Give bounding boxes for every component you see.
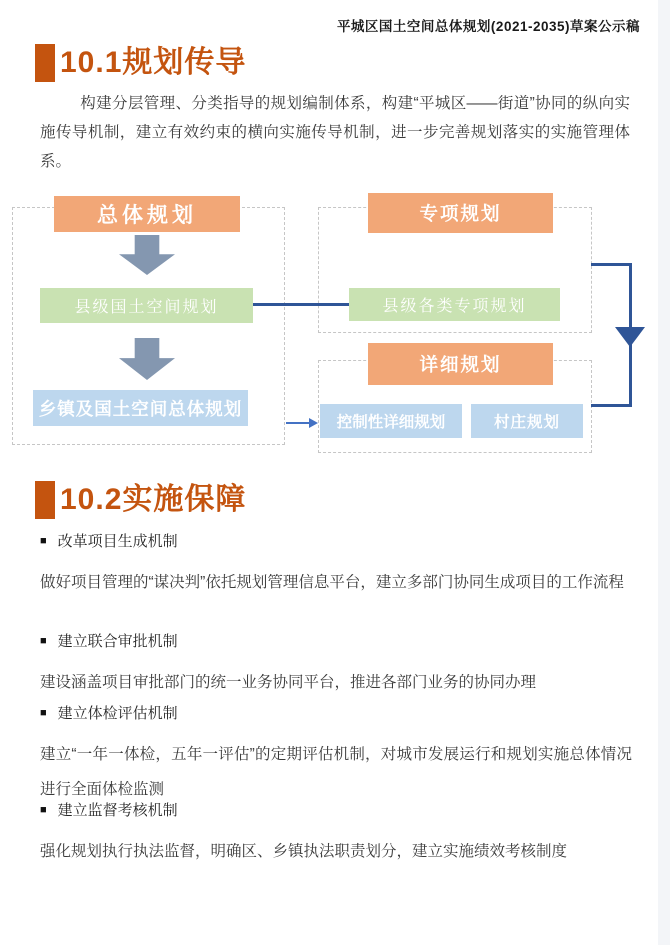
overall-plan-box: 总体规划 — [54, 196, 240, 232]
section-10-1-title: 10.1规划传导 — [60, 46, 247, 79]
county-special-plans-box: 县级各类专项规划 — [349, 288, 560, 321]
bullet-square-icon: ■ — [40, 534, 47, 547]
list-item-body: 做好项目管理的“谋决判”依托规划管理信息平台，建立多部门协同生成项目的工作流程 — [40, 574, 624, 591]
section-10-1-paragraph: 构建分层管理、分类指导的规划编制体系，构建“平城区——街道”协同的纵向实施传导机制，建立有效约束的横向实施传导机制，进一步完善规划落实的实施管理体系。 — [40, 95, 630, 170]
list-item — [40, 630, 632, 700]
connector-township-to-regulatory-line — [286, 422, 311, 424]
list-item-heading — [40, 702, 632, 723]
list-item-body: 建设涵盖项目审批部门的统一业务协同平台，推进各部门业务的协同办理 — [40, 674, 537, 691]
list-item-body: 强化规划执行执法监督，明确区、乡镇执法职责划分，建立实施绩效考核制度 — [40, 843, 568, 860]
bullet-square-icon: ■ — [40, 706, 47, 719]
list-item-heading — [40, 530, 632, 551]
list-item-heading — [40, 799, 632, 820]
detailed-plan-box: 详细规划 — [368, 343, 553, 385]
list-item-body: 建立“一年一体检，五年一评估”的定期评估机制，对城市发展运行和规划实施总体情况进行全面体检监测 — [40, 746, 632, 798]
bullet-square-icon: ■ — [40, 803, 47, 816]
list-item — [40, 702, 632, 807]
list-item-heading-text: 建立监督考核机制 — [57, 802, 178, 819]
orange-square-marker — [35, 481, 55, 519]
connector-special-to-detailed-bottom-segment — [591, 404, 632, 407]
county-spatial-plan-box: 县级国土空间规划 — [40, 288, 253, 323]
connector-special-to-detailed-top-segment — [591, 263, 632, 266]
down-arrowhead-icon — [615, 327, 645, 347]
section-10-2-header — [35, 481, 246, 519]
list-item-heading-text: 建立联合审批机制 — [57, 633, 178, 650]
bullet-square-icon: ■ — [40, 634, 47, 647]
document-header-title: 平城区国土空间总体规划(2021-2035)草案公示稿 — [336, 19, 640, 34]
list-item — [40, 530, 632, 600]
list-item-heading — [40, 630, 632, 651]
orange-square-marker — [35, 44, 55, 82]
special-plan-box: 专项规划 — [368, 193, 553, 233]
connector-county-to-special-line — [253, 303, 349, 306]
list-item-heading-text: 改革项目生成机制 — [57, 533, 178, 550]
regulatory-detailed-plan-box: 控制性详细规划 — [320, 404, 462, 438]
township-overall-plan-box: 乡镇及国土空间总体规划 — [33, 390, 248, 426]
section-10-1-header — [35, 44, 246, 82]
list-item-heading-text: 建立体检评估机制 — [57, 705, 178, 722]
right-arrowhead-icon — [309, 418, 318, 428]
page-edge-strip — [658, 0, 670, 945]
list-item — [40, 799, 632, 869]
village-plan-box: 村庄规划 — [471, 404, 583, 438]
section-10-2-title: 10.2实施保障 — [60, 483, 247, 516]
